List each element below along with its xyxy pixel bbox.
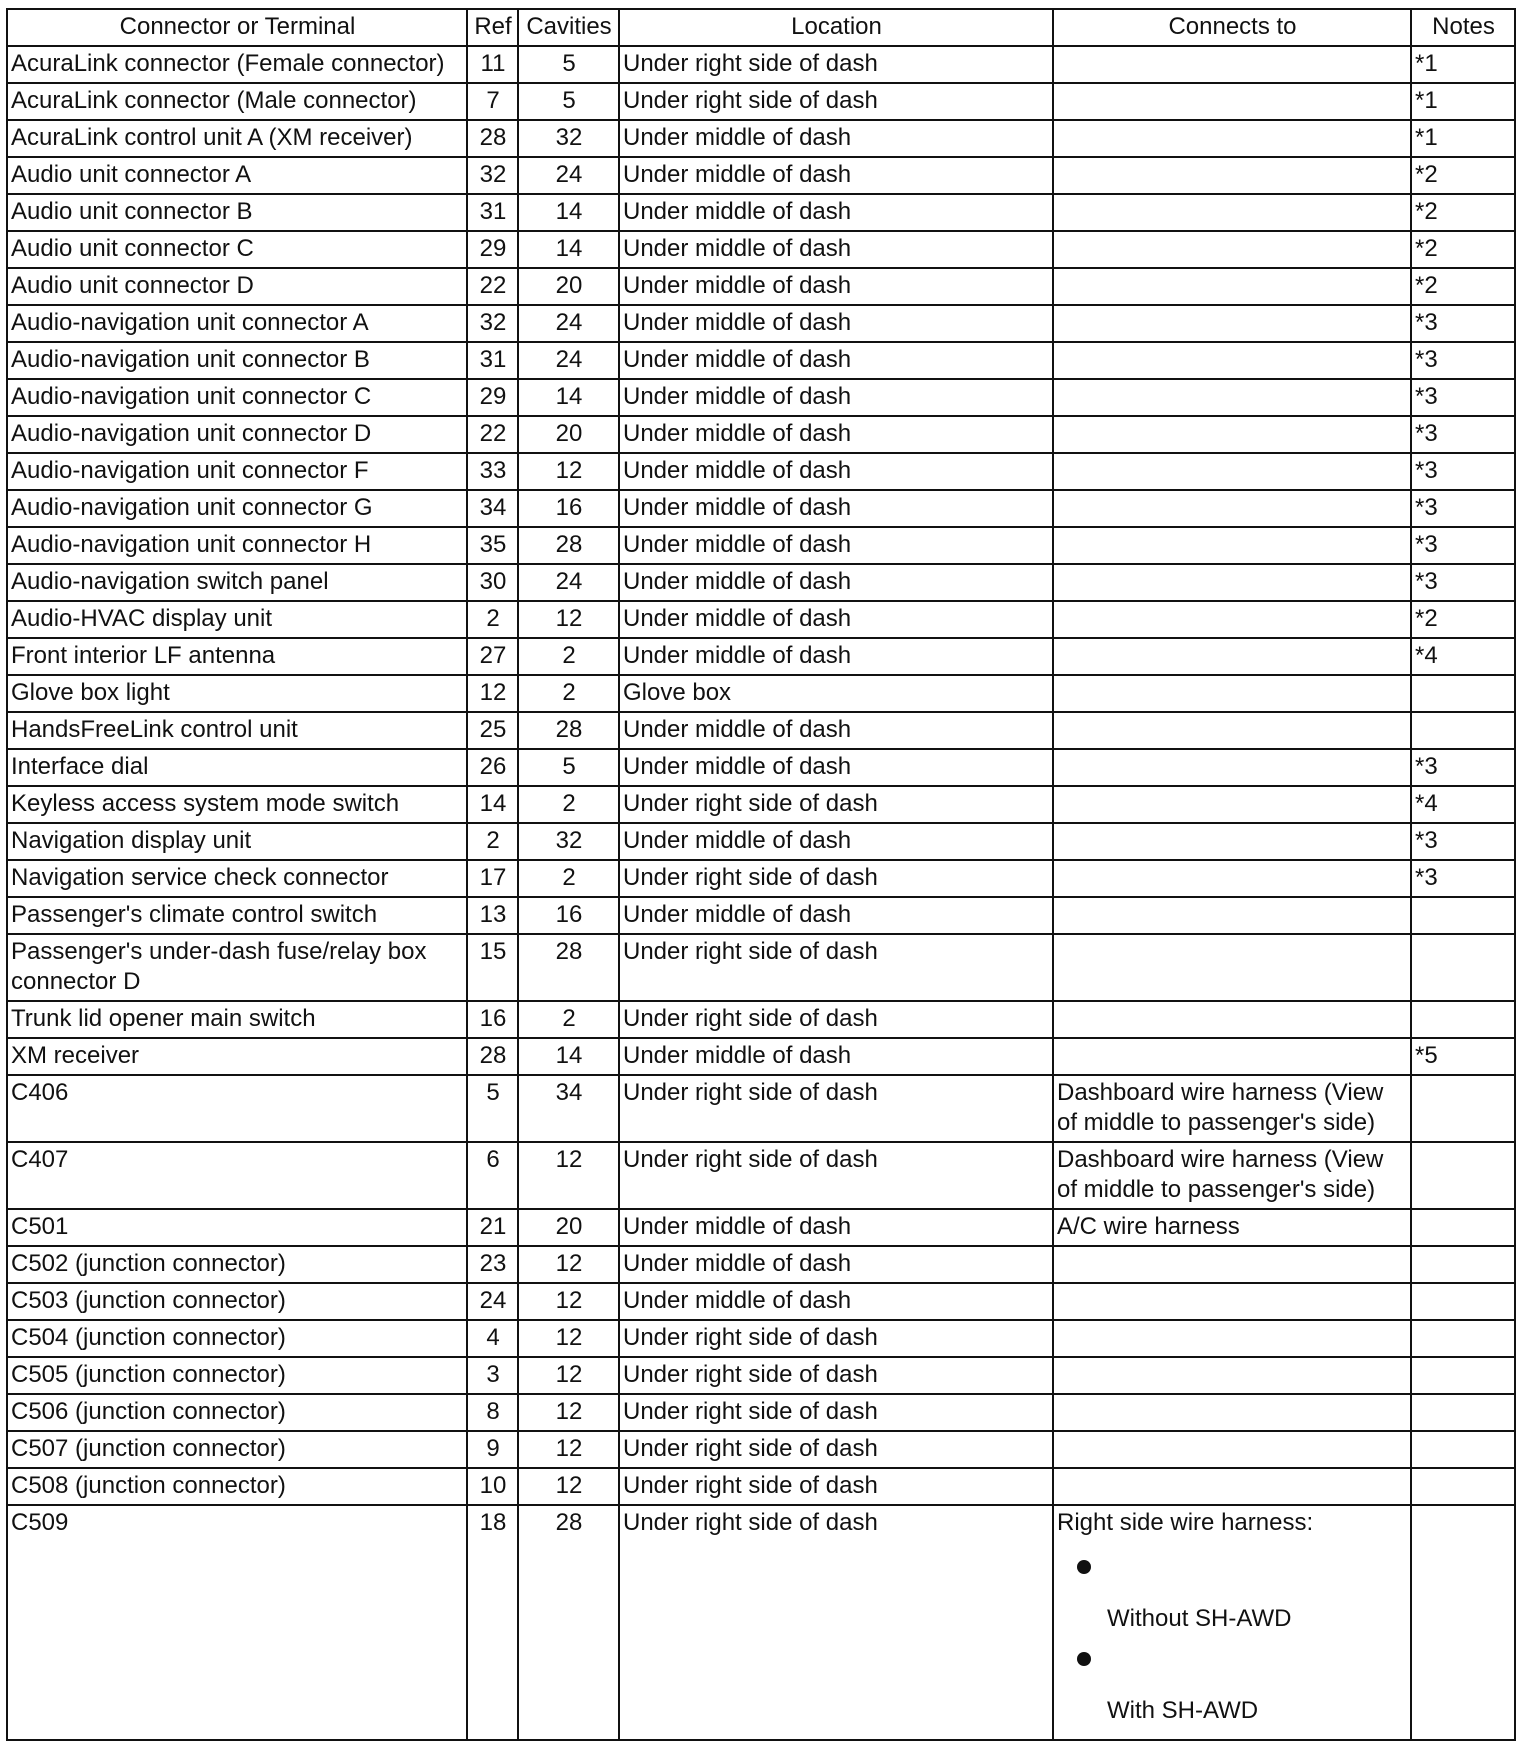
table-row <box>7 601 1515 638</box>
connects-to-heading: Right side wire harness: <box>1057 1509 1314 1536</box>
cell-cavities: 14 <box>518 1038 619 1075</box>
cell-connector: Audio unit connector C <box>7 231 467 268</box>
cell-ref: 25 <box>467 712 518 749</box>
cell-connector: Audio-navigation unit connector G <box>7 490 467 527</box>
cell-cavities: 20 <box>518 268 619 305</box>
cell-connector: Navigation display unit <box>7 823 467 860</box>
cell-notes: *3 <box>1411 305 1515 342</box>
cell-connects-to <box>1053 194 1411 231</box>
table-row <box>7 675 1515 712</box>
cell-connector: AcuraLink connector (Female connector) <box>7 46 467 83</box>
cell-location: Under right side of dash <box>619 1001 1053 1038</box>
cell-location: Under right side of dash <box>619 1505 1053 1740</box>
cell-location: Under middle of dash <box>619 379 1053 416</box>
cell-ref: 29 <box>467 379 518 416</box>
cell-connector: Audio-navigation unit connector D <box>7 416 467 453</box>
cell-connector: Passenger's climate control switch <box>7 897 467 934</box>
table-row <box>7 1038 1515 1075</box>
cell-cavities: 2 <box>518 675 619 712</box>
cell-cavities: 14 <box>518 231 619 268</box>
table-row <box>7 934 1515 1001</box>
cell-connects-to <box>1053 564 1411 601</box>
cell-cavities: 12 <box>518 601 619 638</box>
cell-connector: Audio unit connector A <box>7 157 467 194</box>
cell-connector: Audio-navigation unit connector A <box>7 305 467 342</box>
cell-location: Under middle of dash <box>619 416 1053 453</box>
cell-cavities: 24 <box>518 342 619 379</box>
table-row <box>7 1142 1515 1209</box>
cell-connector: Interface dial <box>7 749 467 786</box>
header-cavities: Cavities <box>518 9 619 46</box>
cell-ref: 15 <box>467 934 518 1001</box>
cell-ref: 5 <box>467 1075 518 1142</box>
cell-connector: Navigation service check connector <box>7 860 467 897</box>
cell-connector: C509 <box>7 1505 467 1740</box>
cell-notes <box>1411 1001 1515 1038</box>
cell-ref: 24 <box>467 1283 518 1320</box>
cell-notes <box>1411 1209 1515 1246</box>
cell-cavities: 24 <box>518 157 619 194</box>
cell-connects-to <box>1053 1038 1411 1075</box>
cell-connector: Keyless access system mode switch <box>7 786 467 823</box>
cell-connects-to <box>1053 527 1411 564</box>
harness-variant-list <box>1057 1552 1408 1726</box>
cell-location: Under middle of dash <box>619 749 1053 786</box>
cell-location: Under middle of dash <box>619 194 1053 231</box>
cell-location: Under right side of dash <box>619 1320 1053 1357</box>
cell-connects-to: A/C wire harness <box>1053 1209 1411 1246</box>
cell-notes <box>1411 1075 1515 1142</box>
cell-connects-to <box>1053 601 1411 638</box>
cell-connects-to <box>1053 120 1411 157</box>
cell-connects-to <box>1053 1431 1411 1468</box>
cell-location: Under right side of dash <box>619 1468 1053 1505</box>
table-row <box>7 1505 1515 1740</box>
cell-cavities: 28 <box>518 712 619 749</box>
cell-location: Under middle of dash <box>619 305 1053 342</box>
header-ref: Ref <box>467 9 518 46</box>
header-connector: Connector or Terminal <box>7 9 467 46</box>
cell-notes: *3 <box>1411 527 1515 564</box>
harness-variant-item: Without SH-AWD <box>1057 1552 1408 1634</box>
cell-notes <box>1411 1394 1515 1431</box>
cell-connector: Passenger's under-dash fuse/relay box connector D <box>7 934 467 1001</box>
cell-ref: 3 <box>467 1357 518 1394</box>
cell-location: Under middle of dash <box>619 601 1053 638</box>
cell-cavities: 12 <box>518 1246 619 1283</box>
cell-connects-to <box>1053 268 1411 305</box>
table-row <box>7 564 1515 601</box>
cell-cavities: 16 <box>518 897 619 934</box>
table-row <box>7 305 1515 342</box>
cell-location: Under right side of dash <box>619 860 1053 897</box>
cell-cavities: 12 <box>518 1394 619 1431</box>
cell-ref: 27 <box>467 638 518 675</box>
cell-ref: 32 <box>467 305 518 342</box>
cell-connector: Audio unit connector B <box>7 194 467 231</box>
cell-ref: 2 <box>467 823 518 860</box>
header-location: Location <box>619 9 1053 46</box>
cell-notes: *3 <box>1411 860 1515 897</box>
cell-cavities: 12 <box>518 1142 619 1209</box>
cell-location: Under right side of dash <box>619 1357 1053 1394</box>
cell-location: Under middle of dash <box>619 490 1053 527</box>
cell-ref: 34 <box>467 490 518 527</box>
cell-ref: 22 <box>467 268 518 305</box>
cell-notes: *3 <box>1411 453 1515 490</box>
cell-connects-to <box>1053 860 1411 897</box>
cell-location: Under middle of dash <box>619 638 1053 675</box>
table-row <box>7 1320 1515 1357</box>
cell-notes: *4 <box>1411 786 1515 823</box>
cell-cavities: 32 <box>518 120 619 157</box>
header-connects-to: Connects to <box>1053 9 1411 46</box>
cell-cavities: 12 <box>518 1468 619 1505</box>
cell-ref: 12 <box>467 675 518 712</box>
table-row <box>7 1357 1515 1394</box>
table-row <box>7 1075 1515 1142</box>
cell-connects-to <box>1053 46 1411 83</box>
cell-connects-to <box>1053 1001 1411 1038</box>
cell-cavities: 12 <box>518 1320 619 1357</box>
cell-ref: 22 <box>467 416 518 453</box>
cell-ref: 23 <box>467 1246 518 1283</box>
cell-connects-to <box>1053 934 1411 1001</box>
cell-notes <box>1411 897 1515 934</box>
table-body <box>7 46 1515 1740</box>
cell-connects-to <box>1053 305 1411 342</box>
cell-location: Under middle of dash <box>619 268 1053 305</box>
table-row <box>7 120 1515 157</box>
cell-ref: 10 <box>467 1468 518 1505</box>
table-row <box>7 268 1515 305</box>
cell-ref: 31 <box>467 194 518 231</box>
cell-location: Under middle of dash <box>619 527 1053 564</box>
cell-ref: 32 <box>467 157 518 194</box>
cell-ref: 14 <box>467 786 518 823</box>
cell-location: Under middle of dash <box>619 712 1053 749</box>
cell-ref: 7 <box>467 83 518 120</box>
harness-variant-item: With SH-AWD <box>1057 1644 1408 1726</box>
cell-location: Under right side of dash <box>619 934 1053 1001</box>
cell-connector: C406 <box>7 1075 467 1142</box>
cell-cavities: 24 <box>518 564 619 601</box>
cell-ref: 35 <box>467 527 518 564</box>
cell-ref: 18 <box>467 1505 518 1740</box>
table-row <box>7 1246 1515 1283</box>
cell-notes <box>1411 1142 1515 1209</box>
cell-connects-to <box>1053 416 1411 453</box>
cell-notes: *2 <box>1411 268 1515 305</box>
cell-location: Under right side of dash <box>619 46 1053 83</box>
cell-connector: Audio-HVAC display unit <box>7 601 467 638</box>
cell-ref: 11 <box>467 46 518 83</box>
table-row <box>7 638 1515 675</box>
cell-cavities: 12 <box>518 1357 619 1394</box>
cell-connects-to <box>1053 1505 1411 1740</box>
cell-cavities: 2 <box>518 638 619 675</box>
cell-notes: *2 <box>1411 194 1515 231</box>
cell-notes: *3 <box>1411 749 1515 786</box>
cell-location: Under middle of dash <box>619 1209 1053 1246</box>
cell-connects-to <box>1053 712 1411 749</box>
cell-connector: Audio-navigation unit connector B <box>7 342 467 379</box>
cell-notes: *3 <box>1411 490 1515 527</box>
cell-connector: C506 (junction connector) <box>7 1394 467 1431</box>
cell-ref: 8 <box>467 1394 518 1431</box>
table-row <box>7 83 1515 120</box>
cell-connector: XM receiver <box>7 1038 467 1075</box>
table-row <box>7 416 1515 453</box>
cell-location: Under middle of dash <box>619 823 1053 860</box>
cell-notes <box>1411 1468 1515 1505</box>
table-row <box>7 1209 1515 1246</box>
cell-ref: 13 <box>467 897 518 934</box>
cell-ref: 16 <box>467 1001 518 1038</box>
table-row <box>7 1283 1515 1320</box>
cell-cavities: 2 <box>518 1001 619 1038</box>
table-row <box>7 46 1515 83</box>
cell-connector: Audio-navigation unit connector C <box>7 379 467 416</box>
cell-ref: 2 <box>467 601 518 638</box>
cell-notes <box>1411 712 1515 749</box>
cell-connects-to <box>1053 786 1411 823</box>
cell-cavities: 14 <box>518 194 619 231</box>
cell-connects-to <box>1053 157 1411 194</box>
cell-connector: C503 (junction connector) <box>7 1283 467 1320</box>
cell-ref: 28 <box>467 1038 518 1075</box>
cell-ref: 6 <box>467 1142 518 1209</box>
cell-connector: C502 (junction connector) <box>7 1246 467 1283</box>
cell-cavities: 28 <box>518 934 619 1001</box>
cell-location: Under middle of dash <box>619 1038 1053 1075</box>
cell-notes <box>1411 934 1515 1001</box>
cell-notes: *2 <box>1411 231 1515 268</box>
cell-ref: 31 <box>467 342 518 379</box>
cell-connects-to <box>1053 342 1411 379</box>
cell-connects-to: Dashboard wire harness (View of middle to passenger's side) <box>1053 1142 1411 1209</box>
cell-cavities: 34 <box>518 1075 619 1142</box>
cell-notes <box>1411 675 1515 712</box>
table-row <box>7 157 1515 194</box>
cell-connector: C508 (junction connector) <box>7 1468 467 1505</box>
cell-ref: 4 <box>467 1320 518 1357</box>
cell-cavities: 32 <box>518 823 619 860</box>
cell-notes: *3 <box>1411 416 1515 453</box>
cell-notes: *3 <box>1411 379 1515 416</box>
cell-notes: *4 <box>1411 638 1515 675</box>
cell-connects-to <box>1053 83 1411 120</box>
table-row <box>7 860 1515 897</box>
cell-location: Under middle of dash <box>619 564 1053 601</box>
cell-connector: Trunk lid opener main switch <box>7 1001 467 1038</box>
cell-ref: 9 <box>467 1431 518 1468</box>
cell-cavities: 28 <box>518 1505 619 1740</box>
cell-ref: 29 <box>467 231 518 268</box>
table-row <box>7 453 1515 490</box>
cell-connects-to <box>1053 675 1411 712</box>
cell-connects-to <box>1053 638 1411 675</box>
cell-cavities: 12 <box>518 1431 619 1468</box>
cell-location: Under right side of dash <box>619 1142 1053 1209</box>
cell-location: Under right side of dash <box>619 786 1053 823</box>
cell-connector: C407 <box>7 1142 467 1209</box>
cell-ref: 26 <box>467 749 518 786</box>
cell-cavities: 5 <box>518 46 619 83</box>
cell-connects-to <box>1053 490 1411 527</box>
table-row <box>7 897 1515 934</box>
cell-connects-to <box>1053 379 1411 416</box>
cell-connects-to <box>1053 1357 1411 1394</box>
cell-ref: 30 <box>467 564 518 601</box>
cell-cavities: 20 <box>518 416 619 453</box>
cell-cavities: 20 <box>518 1209 619 1246</box>
cell-cavities: 28 <box>518 527 619 564</box>
cell-notes <box>1411 1431 1515 1468</box>
cell-notes <box>1411 1505 1515 1740</box>
cell-location: Under right side of dash <box>619 1394 1053 1431</box>
cell-connects-to: Dashboard wire harness (View of middle to passenger's side) <box>1053 1075 1411 1142</box>
table-row <box>7 712 1515 749</box>
cell-cavities: 12 <box>518 1283 619 1320</box>
cell-location: Under right side of dash <box>619 1431 1053 1468</box>
cell-cavities: 14 <box>518 379 619 416</box>
cell-connects-to <box>1053 1468 1411 1505</box>
table-row <box>7 490 1515 527</box>
cell-connects-to <box>1053 1283 1411 1320</box>
cell-location: Under middle of dash <box>619 897 1053 934</box>
cell-connects-to <box>1053 453 1411 490</box>
cell-notes <box>1411 1320 1515 1357</box>
header-notes: Notes <box>1411 9 1515 46</box>
table-row <box>7 1394 1515 1431</box>
table-row <box>7 231 1515 268</box>
cell-notes: *1 <box>1411 83 1515 120</box>
cell-connector: Front interior LF antenna <box>7 638 467 675</box>
cell-connects-to <box>1053 897 1411 934</box>
cell-connector: C507 (junction connector) <box>7 1431 467 1468</box>
cell-connects-to <box>1053 231 1411 268</box>
cell-connector: C505 (junction connector) <box>7 1357 467 1394</box>
cell-notes: *5 <box>1411 1038 1515 1075</box>
cell-connector: Audio-navigation unit connector H <box>7 527 467 564</box>
cell-notes: *2 <box>1411 601 1515 638</box>
table-row <box>7 1431 1515 1468</box>
cell-connector: C501 <box>7 1209 467 1246</box>
cell-notes: *3 <box>1411 564 1515 601</box>
table-row <box>7 786 1515 823</box>
cell-ref: 17 <box>467 860 518 897</box>
cell-notes: *3 <box>1411 823 1515 860</box>
cell-location: Under right side of dash <box>619 83 1053 120</box>
cell-notes: *2 <box>1411 157 1515 194</box>
cell-notes <box>1411 1357 1515 1394</box>
cell-cavities: 2 <box>518 786 619 823</box>
cell-cavities: 12 <box>518 453 619 490</box>
cell-notes <box>1411 1246 1515 1283</box>
table-header-row <box>7 9 1515 46</box>
cell-connects-to <box>1053 749 1411 786</box>
cell-connects-to <box>1053 1320 1411 1357</box>
cell-ref: 21 <box>467 1209 518 1246</box>
table-row <box>7 823 1515 860</box>
cell-location: Under middle of dash <box>619 453 1053 490</box>
cell-location: Under right side of dash <box>619 1075 1053 1142</box>
cell-connector: Glove box light <box>7 675 467 712</box>
table-row <box>7 1468 1515 1505</box>
cell-connector: Audio unit connector D <box>7 268 467 305</box>
cell-location: Under middle of dash <box>619 342 1053 379</box>
cell-cavities: 24 <box>518 305 619 342</box>
cell-connector: Audio-navigation switch panel <box>7 564 467 601</box>
cell-notes: *3 <box>1411 342 1515 379</box>
cell-cavities: 5 <box>518 83 619 120</box>
cell-cavities: 2 <box>518 860 619 897</box>
cell-cavities: 16 <box>518 490 619 527</box>
table-row <box>7 194 1515 231</box>
cell-location: Glove box <box>619 675 1053 712</box>
cell-location: Under middle of dash <box>619 1283 1053 1320</box>
cell-notes <box>1411 1283 1515 1320</box>
cell-connector: AcuraLink connector (Male connector) <box>7 83 467 120</box>
table-row <box>7 379 1515 416</box>
cell-connects-to <box>1053 823 1411 860</box>
table-row <box>7 1001 1515 1038</box>
cell-location: Under middle of dash <box>619 231 1053 268</box>
table-row <box>7 342 1515 379</box>
cell-notes: *1 <box>1411 120 1515 157</box>
cell-location: Under middle of dash <box>619 120 1053 157</box>
cell-notes: *1 <box>1411 46 1515 83</box>
cell-connector: HandsFreeLink control unit <box>7 712 467 749</box>
cell-ref: 28 <box>467 120 518 157</box>
cell-connector: C504 (junction connector) <box>7 1320 467 1357</box>
cell-ref: 33 <box>467 453 518 490</box>
cell-connects-to <box>1053 1246 1411 1283</box>
table-row <box>7 749 1515 786</box>
cell-location: Under middle of dash <box>619 157 1053 194</box>
table-row <box>7 527 1515 564</box>
cell-connector: AcuraLink control unit A (XM receiver) <box>7 120 467 157</box>
connector-table <box>6 8 1516 1741</box>
cell-cavities: 5 <box>518 749 619 786</box>
cell-connects-to <box>1053 1394 1411 1431</box>
cell-location: Under middle of dash <box>619 1246 1053 1283</box>
cell-connector: Audio-navigation unit connector F <box>7 453 467 490</box>
